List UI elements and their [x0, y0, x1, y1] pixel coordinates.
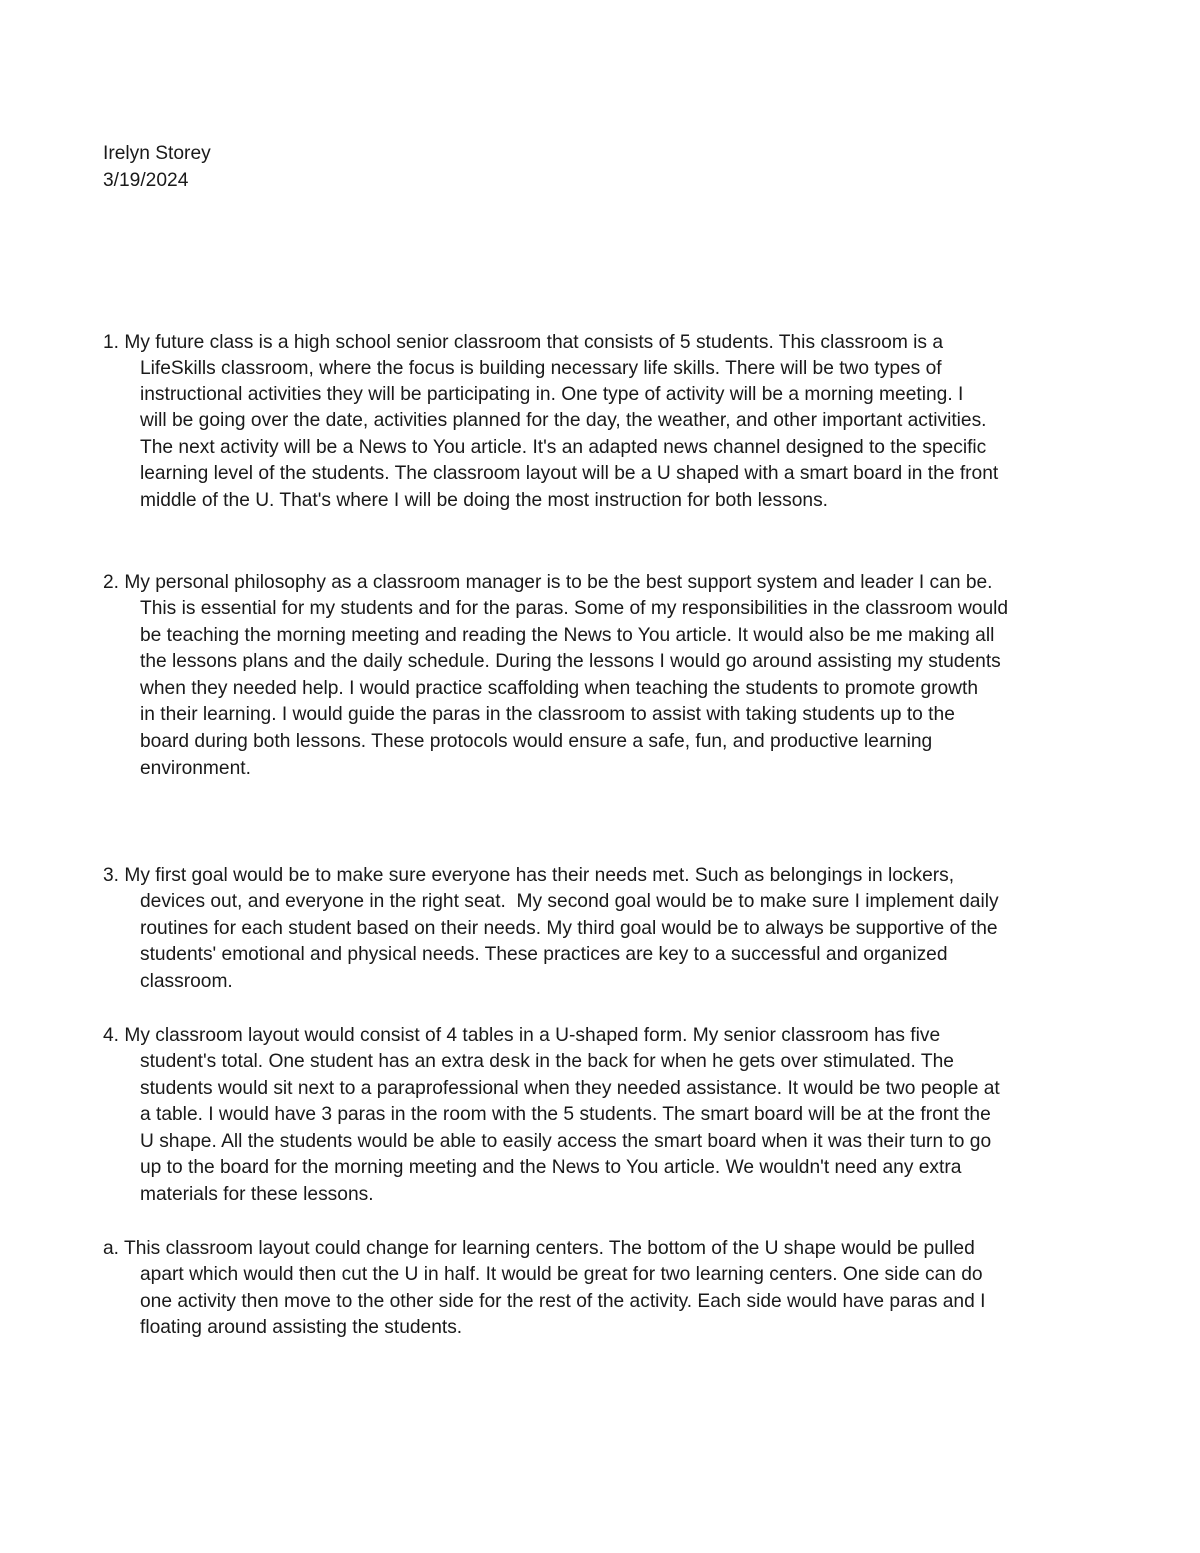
paragraph-line: U shape. All the students would be able to easily access the smart board when it was their turn to go: [140, 1131, 992, 1152]
paragraph-line: routines for each student based on their needs. My third goal would be to always be supportive of the: [140, 918, 998, 939]
paragraph-line: 3. My first goal would be to make sure everyone has their needs met. Such as belongings in lockers,: [103, 865, 955, 886]
paragraph-line: 2. My personal philosophy as a classroom manager is to be the best support system and leader I can be.: [103, 572, 993, 593]
paragraph-line: LifeSkills classroom, where the focus is building necessary life skills. There will be two types of: [140, 358, 942, 379]
paragraph-line: in their learning. I would guide the paras in the classroom to assist with taking students up to the: [140, 704, 955, 725]
paragraph-line: up to the board for the morning meeting and the News to You article. We wouldn't need any extra: [140, 1157, 962, 1178]
paragraph-line: floating around assisting the students.: [140, 1317, 463, 1338]
paragraph-line: apart which would then cut the U in half. It would be great for two learning centers. One side can do: [140, 1264, 983, 1285]
paragraph-line: be teaching the morning meeting and reading the News to You article. It would also be me making all: [140, 625, 995, 646]
paragraph-line: a table. I would have 3 paras in the room with the 5 students. The smart board will be at the front the: [140, 1104, 991, 1125]
paragraph-line: 4. My classroom layout would consist of 4 tables in a U-shaped form. My senior classroom has five: [103, 1025, 941, 1046]
paragraph-line: environment.: [140, 758, 251, 779]
paragraph-line: learning level of the students. The classroom layout will be a U shaped with a smart board in the front: [140, 463, 999, 484]
paragraph-line: instructional activities they will be participating in. One type of activity will be a morning meeting. I: [140, 384, 964, 405]
author-name: Irelyn Storey: [103, 143, 211, 164]
paragraph-line: This is essential for my students and for the paras. Some of my responsibilities in the classroom would: [140, 598, 1009, 619]
paragraph-line: students would sit next to a paraprofessional when they needed assistance. It would be two people at: [140, 1078, 1000, 1099]
paragraph-line: 1. My future class is a high school senior classroom that consists of 5 students. This classroom is a: [103, 332, 943, 353]
paragraph-line: students' emotional and physical needs. These practices are key to a successful and organized: [140, 944, 948, 965]
paragraph-line: materials for these lessons.: [140, 1184, 374, 1205]
paragraph-line: when they needed help. I would practice scaffolding when teaching the students to promote growth: [140, 678, 979, 699]
paragraph-line: The next activity will be a News to You article. It's an adapted news channel designed to the specific: [140, 437, 987, 458]
paragraph-line: classroom.: [140, 971, 233, 992]
document-date: 3/19/2024: [103, 170, 189, 191]
paragraph-line: board during both lessons. These protocols would ensure a safe, fun, and productive learning: [140, 731, 933, 752]
paragraph-line: devices out, and everyone in the right seat. My second goal would be to make sure I implement daily: [140, 891, 999, 912]
paragraph-line: will be going over the date, activities planned for the day, the weather, and other important activities.: [140, 410, 987, 431]
paragraph-line: middle of the U. That's where I will be doing the most instruction for both lessons.: [140, 490, 829, 511]
paragraph-line: the lessons plans and the daily schedule. During the lessons I would go around assisting my students: [140, 651, 1001, 672]
paragraph-line: student's total. One student has an extra desk in the back for when he gets over stimulated. The: [140, 1051, 954, 1072]
paragraph-line: one activity then move to the other side for the rest of the activity. Each side would have paras and I: [140, 1291, 986, 1312]
paragraph-line: a. This classroom layout could change for learning centers. The bottom of the U shape would be pulled: [103, 1238, 975, 1259]
